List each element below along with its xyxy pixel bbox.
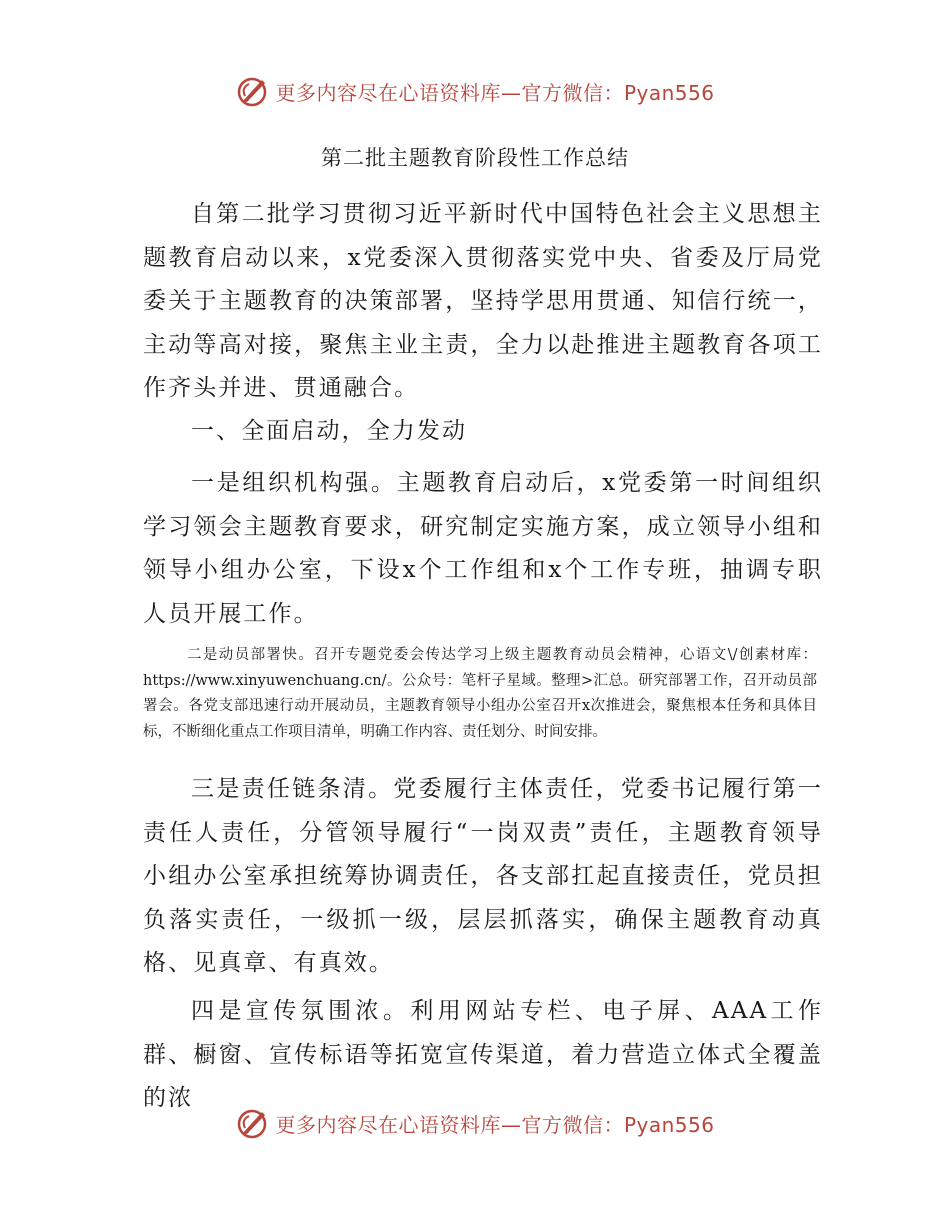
paragraph-mobilization: 二是动员部署快。召开专题党委会传达学习上级主题教育动员会精神，心语文\/创素材库：https://www.xinyuwenchuang.cn/。公众号：笔杆子星域。整理>汇总。研究部署工作，召开动员部署会。各党支部迅速行动开展动员，主题教育领导小组办公室召开x次推进会，聚焦根本任务和具体目标，不断细化重点工作项目清单，明确工作内容、责任划分、时间安排。 [143,647,817,740]
paragraph-publicity: 四是宣传氛围浓。利用网站专栏、电子屏、AAA工作群、橱窗、宣传标语等拓宽宣传渠道，着力营造立体式全覆盖的浓 [143,998,823,1111]
paragraph-organization: 一是组织机构强。主题教育启动后，x党委第一时间组织学习领会主题教育要求，研究制定实施方案，成立领导小组和领导小组办公室，下设x个工作组和x个工作专班，抽调专职人员开展工作。 [143,470,823,627]
banner-text: 更多内容尽在心语资料库—官方微信：Pyan556 [275,80,715,105]
paragraph-responsibility: 三是责任链条清。党委履行主体责任，党委书记履行第一责任人责任，分管领导履行“一岗双责”责任，主题教育领导小组办公室承担统筹协调责任，各支部扛起直接责任，党员担负落实责任，一级抓一级，层层抓落实，确保主题教育动真格、见真章、有真效。 [143,776,823,976]
quill-logo-icon [235,1106,269,1140]
document-title: 第二批主题教育阶段性工作总结 [321,146,629,170]
section-heading: 一、全面启动，全力发动 [191,418,468,444]
intro-paragraph: 自第二批学习贯彻习近平新时代中国特色社会主义思想主题教育启动以来，x党委深入贯彻落实党中央、省委及厅局党委关于主题教育的决策部署，坚持学思用贯通、知信行统一，主动等高对接，聚焦主业主责，全力以赴推进主题教育各项工作齐头并进、贯通融合。 [143,201,823,401]
banner-text: 更多内容尽在心语资料库—官方微信：Pyan556 [275,1112,715,1137]
footer-banner [0,1102,950,1144]
quill-logo-icon [235,74,269,108]
header-banner [0,70,950,112]
